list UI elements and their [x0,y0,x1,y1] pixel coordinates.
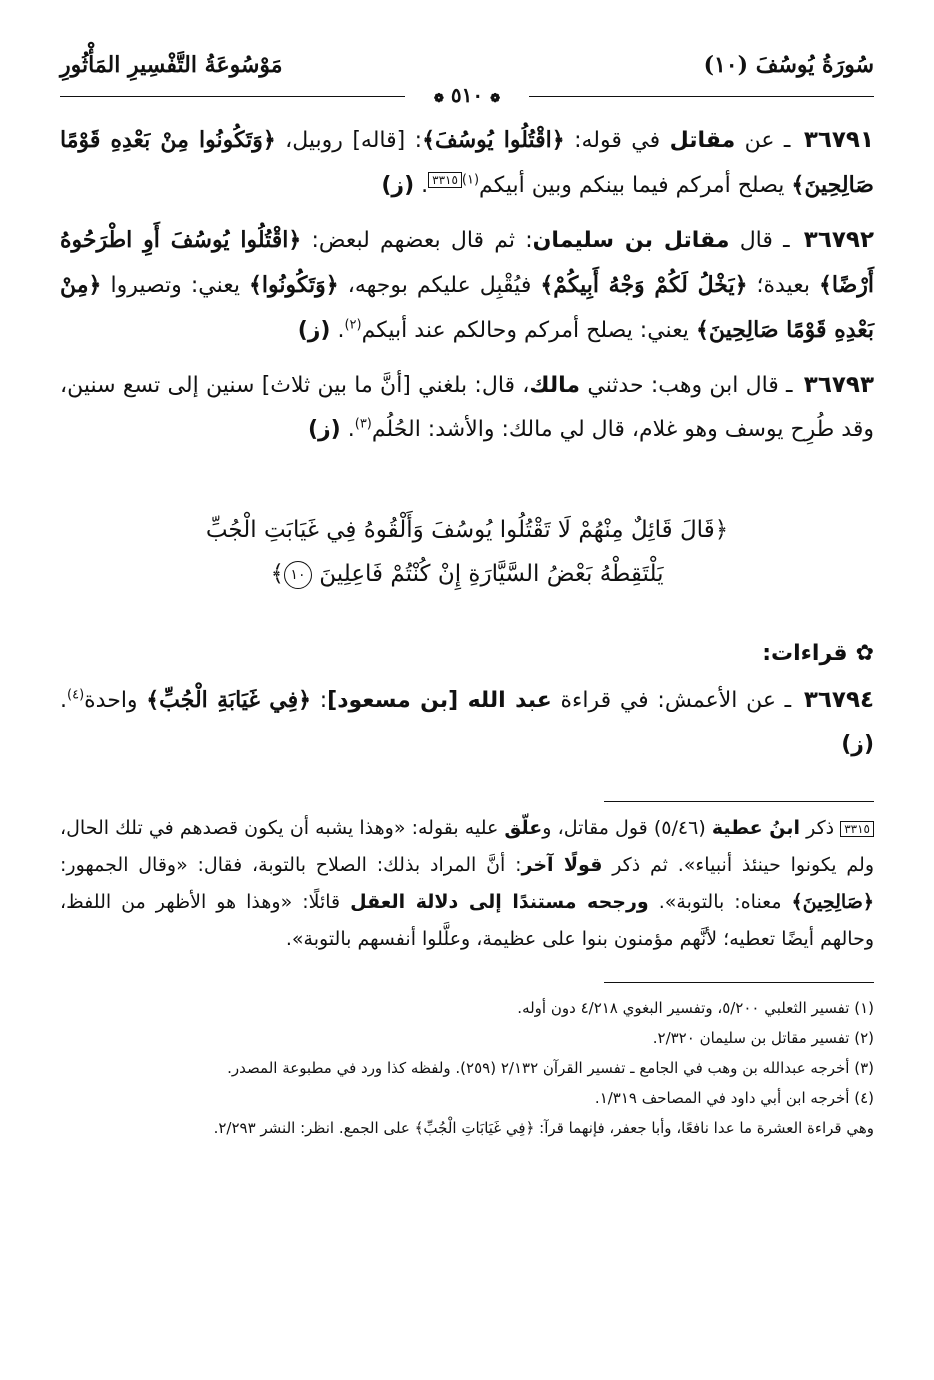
entry-text: : ثم قال بعضهم لبعض: [301,228,533,253]
entry-text: : [قاله] روبيل، [275,128,423,153]
note-ref-box[interactable]: ٣٣١٥ [428,172,462,188]
entry-text: ، قال: بلغني [أنَّ ما بين ثلاث] سنين إلى تسع سنين، وقد طُرِح يوسف وهو غلام، قال لي مالك: والأشد: الحُلُم [60,373,874,442]
note-text: : أنَّ المراد بذلك: الصلاح بالتوبة، فقال: «وقال الجمهور: [60,854,522,876]
verse-text: يَلْتَقِطْهُ بَعْضُ السَّيَّارَةِ إِنْ كُنْتُمْ فَاعِلِينَ [319,561,664,587]
section-title: قراءات: [762,641,848,666]
quran-quote: ﴿فِي غَيَابَةِ الْجُبِّ﴾ [146,687,312,713]
surah-title: سُورَةُ يُوسُفَ (١٠) [703,52,874,78]
entry-text: ـ عن [735,128,791,153]
flower-icon: ✿ [855,641,874,666]
page [60,48,874,1143]
note-text: قائلًا: «وهذا هو الأظهر من اللفظ، وحالهم أيضًا تعطيه؛ لأنَّهم مؤمنون بنوا على عظيمة، وعلَّلوا أنفسهم بالتوبة». [60,891,874,950]
commentary-note [60,810,874,958]
hadith-entry [60,218,874,353]
entry-text: فيُقْبِل عليكم بوجهه، [338,273,541,298]
hadith-entry [60,363,874,452]
page-number-box [405,82,529,111]
entry-text: يصلح أمركم فيما بينكم وبين أبيكم [479,173,792,198]
page-number: ٥١٠ [450,83,484,107]
ornament-icon: ❁ [490,91,501,105]
book-title: مَوْسُوعَةُ التَّفْسِيرِ المَأْثُورِ [60,52,283,78]
footnote: (٤) أخرجه ابن أبي داود في المصاحف ١/٣١٩. [594,1089,874,1107]
note-text: (٥/٤٦) قول مقاتل، و [542,817,712,839]
running-header [60,48,874,107]
entry-text: في قوله: [564,128,670,153]
footnote: (٣) أخرجه عبدالله بن وهب في الجامع ـ تفسير القرآن ٢/١٣٢ (٢٥٩). ولفظه كذا ورد في مطبوعة المصدر. [227,1059,874,1077]
narrator-name: عبد الله [بن مسعود] [327,688,552,713]
quran-quote: ﴿صَالِحِينَ﴾ [791,891,874,913]
entry-text: ـ قال ابن وهب: حدثني [580,373,793,398]
footnote: (١) تفسير الثعلبي ٥/٢٠٠، وتفسير البغوي ٤/٢١٨ دون أوله. [517,999,874,1017]
hadith-entry [60,678,874,767]
note-bold: ابنُ عطية [711,817,801,839]
entry-number: ٣٦٧٩٢ [803,227,874,253]
entry-text: . [340,417,355,442]
footnote-rule [604,982,874,983]
entry-text: واحدة [84,688,147,713]
quran-quote: ﴿اقْتُلُوا يُوسُفَ﴾ [422,127,565,153]
ornament-icon: ❁ [433,91,444,105]
quran-quote: ﴿اقْتُلُوا يُوسُفَ أَوِ اطْرَحُوهُ أَرْضًا﴾ [60,227,874,298]
quran-quote: ﴿يَخْلُ لَكُمْ وَجْهُ أَبِيكُمْ﴾ [540,272,748,298]
narrator-name: مقاتل [669,128,736,153]
narrator-name: مقاتل بن سليمان [532,228,730,253]
footnote: وهي قراءة العشرة ما عدا نافعًا، وأبا جعفر، فإنهما قرآ: ﴿فِي غَيَابَاتِ الْجُبِّ﴾ على الجمع. انظر: النشر ٢/٢٩٣. [213,1119,874,1137]
footnote-ref[interactable]: (٤) [67,687,85,703]
note-text: ذكر [800,817,841,839]
entry-number: ٣٦٧٩٤ [803,687,875,713]
entry-text: بعيدة؛ [747,273,819,298]
note-bold: قولًا آخر [521,854,603,876]
note-text: معناه: بالتوبة». [648,891,792,913]
footnote-ref[interactable]: (١) [461,172,480,188]
entry-text: . [60,688,67,713]
source-code: (ز) [297,318,331,343]
section-heading [60,636,874,672]
source-code: (ز) [307,417,341,442]
entry-number: ٣٦٧٩٣ [803,372,874,398]
entry-text: . [414,173,429,198]
entry-number: ٣٦٧٩١ [803,127,875,153]
entry-text: يعني: وتصيروا [101,273,250,298]
entry-text: ـ عن الأعمش: في قراءة [551,688,792,713]
source-code: (ز) [841,732,874,757]
verse-line: ﴿قَالَ قَائِلٌ مِنْهُمْ لَا تَقْتُلُوا يُوسُفَ وَأَلْقُوهُ فِي غَيَابَتِ الْجُبِّ [205,517,729,543]
footnote-ref[interactable]: (٢) [344,317,362,333]
verse-line [60,552,874,596]
note-bold: علّق [504,817,543,839]
footnotes [60,993,874,1143]
note-text: عليه بقوله: «وهذا يشبه أن يكون قصدهم في تلك الحال، ولم يكونوا حينئذ أنبياء». ثم ذكر [60,817,874,876]
entry-text: : [311,688,328,713]
separator-rule [604,801,874,802]
note-bold: ورجحه مستندًا إلى دلالة العقل [350,891,649,913]
quran-quote: ﴿وَتَكُونُوا﴾ [249,272,339,298]
entry-text: يعني: يصلح أمركم وحالكم عند أبيكم [361,318,696,343]
quran-quote: ﴿وَتَكُونُوا مِنْ بَعْدِهِ قَوْمًا صَالِحِينَ﴾ [60,127,874,198]
hadith-entry [60,118,874,208]
entry-text: ـ قال [729,228,790,253]
ayah-number-icon: ١٠ [284,561,312,589]
entry-text: . [330,318,345,343]
note-id-box: ٣٣١٥ [840,821,874,837]
footnote: (٢) تفسير مقاتل بن سليمان ٢/٣٢٠. [652,1029,874,1047]
footnote-ref[interactable]: (٣) [354,416,372,432]
narrator-name: مالك [529,373,581,398]
verse-close: ﴾ [270,561,284,587]
quran-quote: ﴿مِنْ بَعْدِهِ قَوْمًا صَالِحِينَ﴾ [60,272,874,343]
quran-verse [60,508,874,596]
source-code: (ز) [381,173,415,198]
